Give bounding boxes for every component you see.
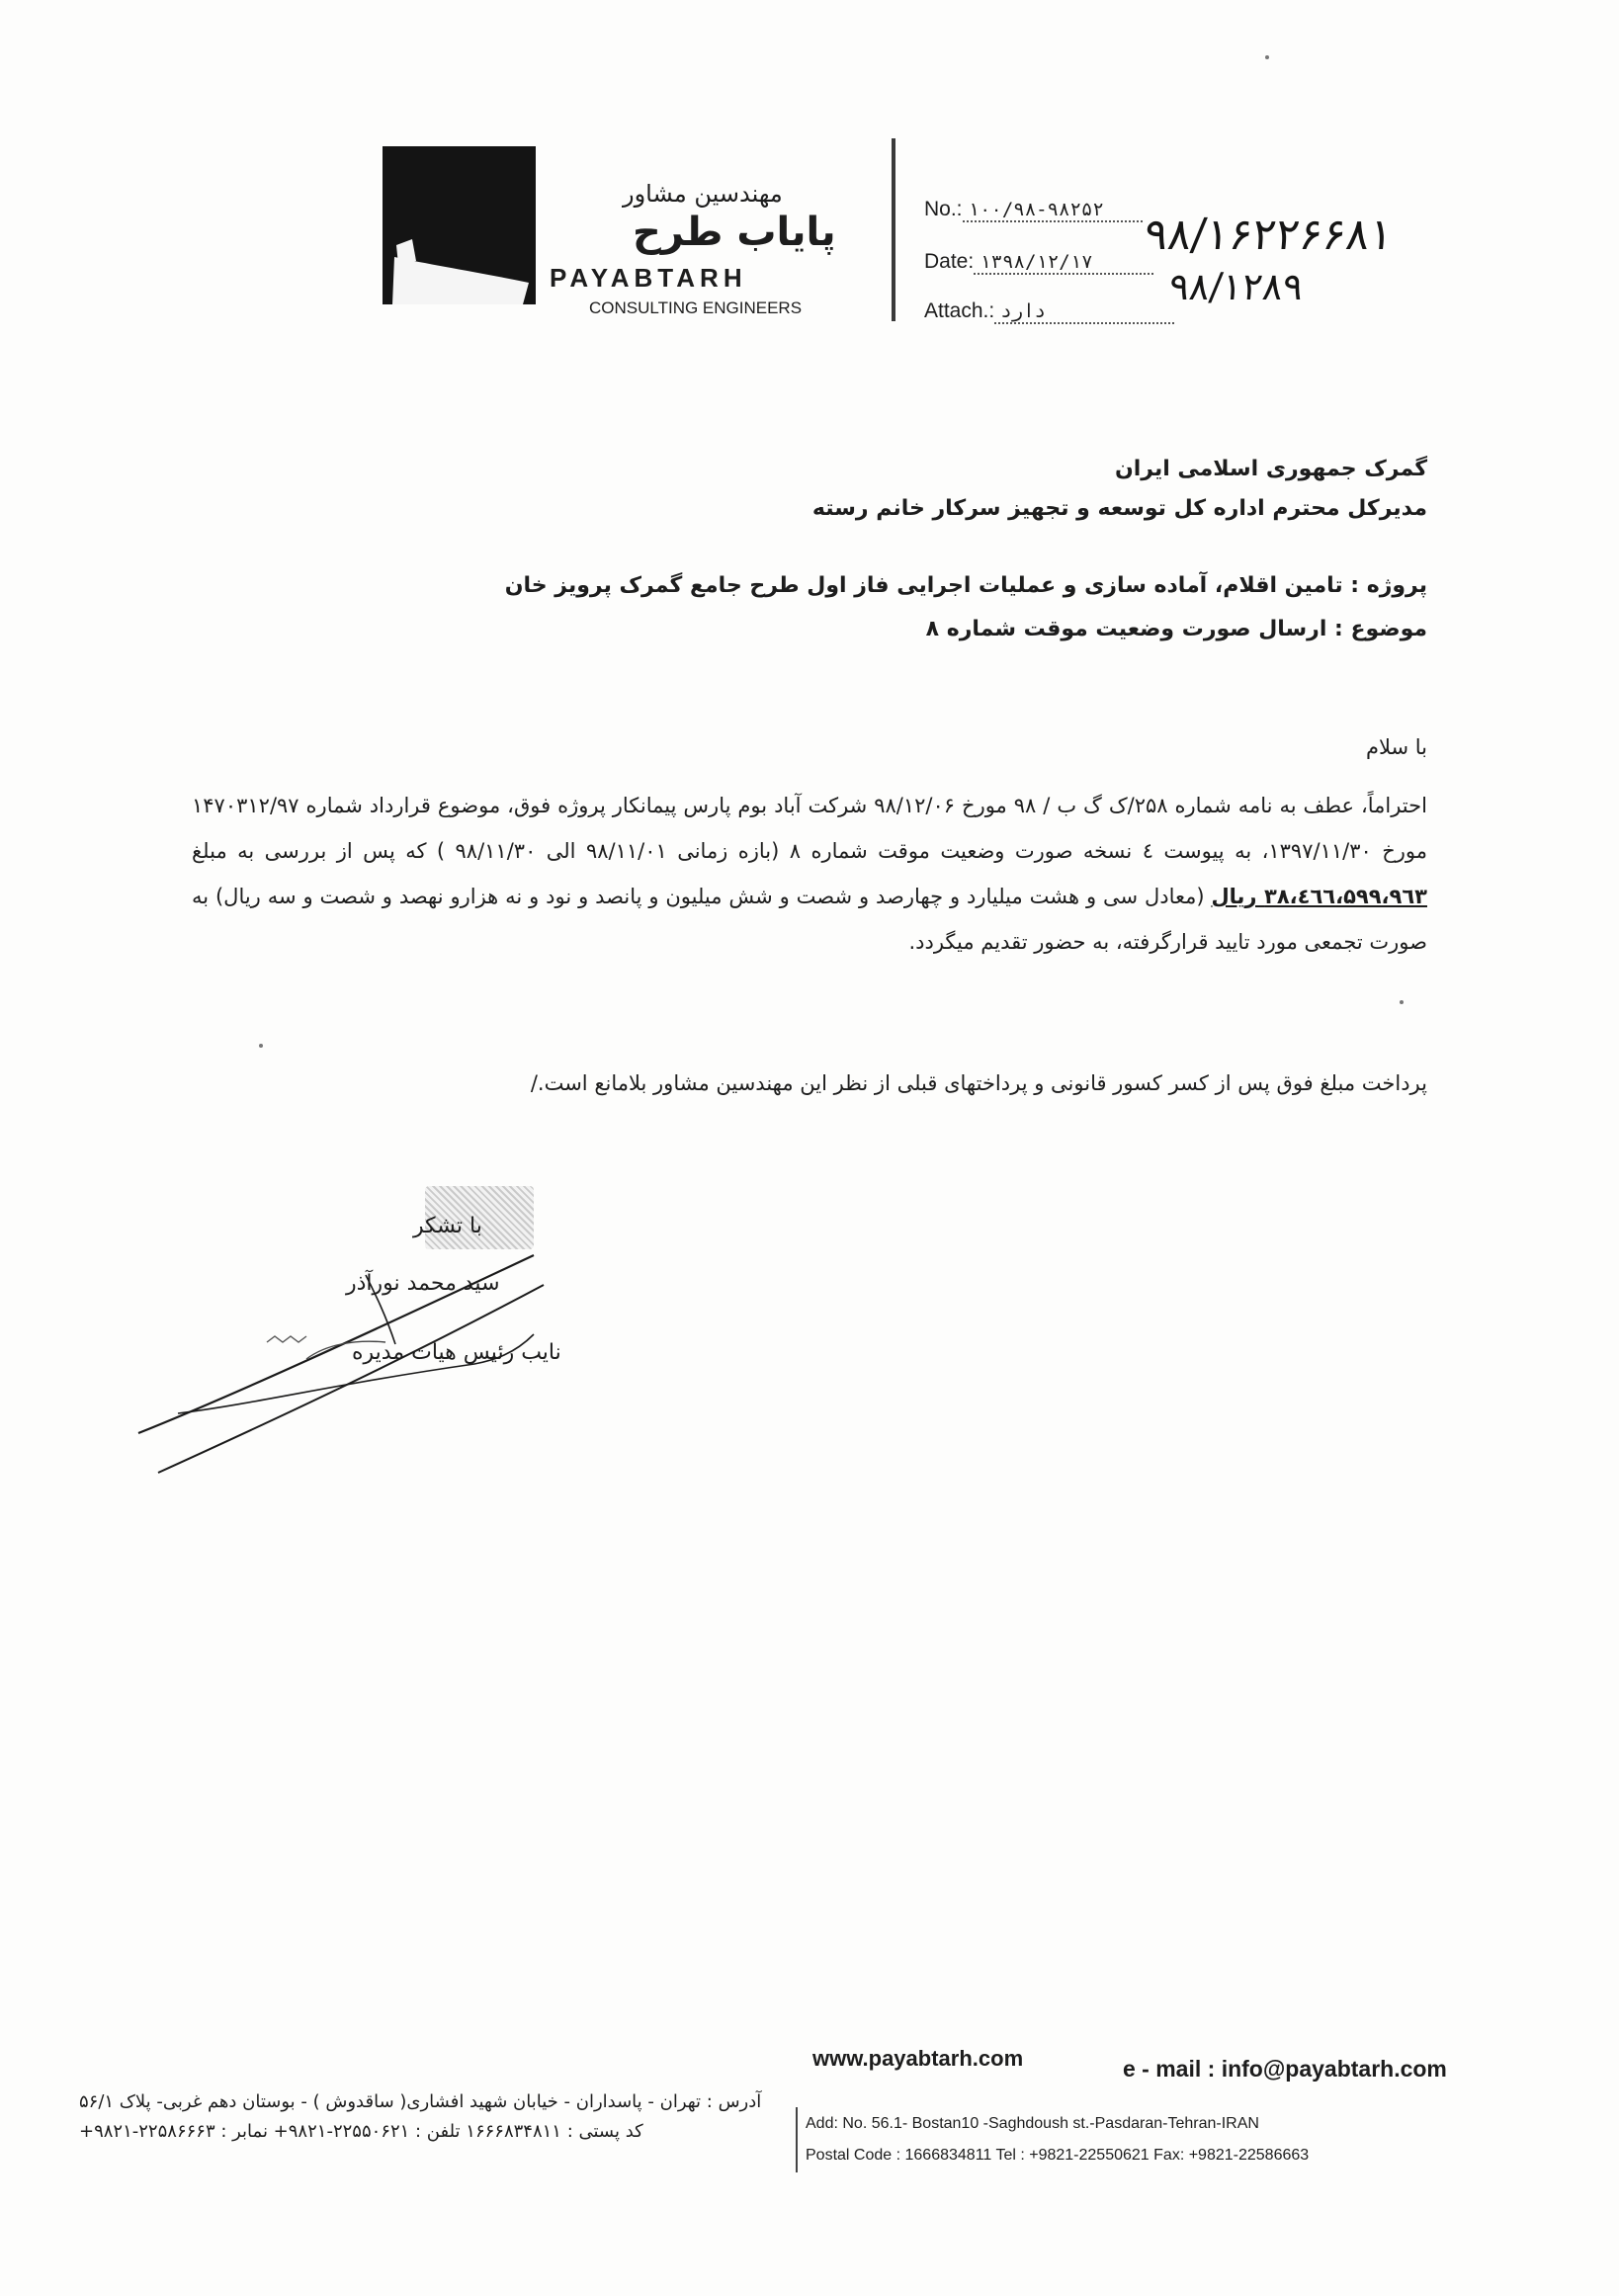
attachment-value: دارد <box>994 300 1174 324</box>
logo-persian-name: پایاب طرح <box>633 210 836 255</box>
approved-amount: ۳۸،٤٦٦،۵۹۹،۹٦۳ ریال <box>1211 885 1427 908</box>
footer-english-contact: Postal Code : 1666834811 Tel : +9821-22550621 Fax: +9821-22586663 <box>806 2147 1310 2164</box>
signatory-title: نایب رئیس هیات مدیره <box>352 1340 561 1365</box>
date-row <box>924 250 1153 275</box>
company-logo-mark <box>383 146 536 304</box>
attachment-label: Attach.: <box>924 299 995 322</box>
date-label: Date: <box>924 250 975 273</box>
greeting: با سلام <box>1365 735 1427 759</box>
handwritten-signature-icon <box>119 1216 593 1492</box>
scan-speck <box>1400 1000 1404 1004</box>
date-value: ۱۳۹۸/۱۲/۱۷ <box>974 251 1153 275</box>
logo-persian-subtitle: مهندسین مشاور <box>623 180 783 208</box>
email-link: e - mail : info@payabtarh.com <box>1123 2056 1447 2082</box>
signature-closing: با تشکر <box>413 1214 482 1238</box>
logo-swoosh-icon <box>383 146 536 304</box>
reference-number-label: No.: <box>924 198 963 220</box>
attachment-row <box>924 299 1174 324</box>
signatory-name: سید محمد نورآذر <box>346 1271 500 1296</box>
footer-english-address: Add: No. 56.1- Bostan10 -Saghdoush st.-Pasdaran-Tehran-IRAN <box>806 2115 1259 2132</box>
addressee-recipient: مدیرکل محترم اداره کل توسعه و تجهیز سرکار خانم رسته <box>811 496 1427 521</box>
footer-persian-address: آدرس : تهران - پاسداران - خیابان شهید افشاری( ساقدوش ) - بوستان دهم غربی- پلاک ۵۶/۱ <box>79 2091 762 2112</box>
project-line: پروژه : تامین اقلام، آماده سازی و عملیات اجرایی فاز اول طرح جامع گمرک پرویز خان <box>504 573 1427 598</box>
header-divider <box>892 138 895 321</box>
logo-english-subtitle: CONSULTING ENGINEERS <box>589 298 803 317</box>
reference-number-value: ۱۰۰/۹۸-۹۸۲۵۲ <box>963 199 1143 222</box>
footer-persian-contact: کد پستی : ۱۶۶۶۸۳۴۸۱۱ تلفن : ۲۲۵۵۰۶۲۱-۹۸۲۱+ نمابر : ۲۲۵۸۶۶۶۳-۹۸۲۱+ <box>79 2121 643 2142</box>
handwritten-registration-date: ۹۸/۱۲۸۹ <box>1166 265 1306 308</box>
main-paragraph <box>192 783 1427 965</box>
subject-line: موضوع : ارسال صورت وضعیت موقت شماره ۸ <box>925 617 1427 641</box>
reference-number-row <box>924 198 1143 222</box>
main-paragraph-part1: احتراماً، عطف به نامه شماره ۲۵۸/ک گ ب / ۹۸ مورخ ۹۸/۱۲/۰۶ شرکت آباد بوم پارس پیمانکار پروژه فوق، موضوع قرارداد شماره ۱۴۷۰۳۱۲/۹۷ مورخ ۱۳۹۷/۱۱/۳۰، به پیوست ٤ نسخه صورت وضعیت موقت شماره ۸ (بازه زمانی ۹۸/۱۱/۰۱ الی ۹۸/۱۱/۳۰ ) که پس از بررسی به مبلغ <box>192 794 1427 863</box>
website-link: www.payabtarh.com <box>812 2046 1024 2071</box>
scan-speck <box>259 1044 263 1048</box>
handwritten-registration-number: ۹۸/۱۶۲۲۶۶۸۱ <box>1142 210 1396 260</box>
addressee-organization: گمرک جمهوری اسلامی ایران <box>1114 457 1427 481</box>
main-paragraph-part2: (معادل سی و هشت میلیارد و چهارصد و شصت و شش میلیون و پانصد و نود و نه هزارو نهصد و شصت و سه ریال) به صورت تجمعی مورد تایید قرارگرفته، به حضور تقدیم میگردد. <box>192 885 1427 954</box>
logo-english-name: PAYABTARH <box>550 263 747 293</box>
scan-speck <box>1265 55 1269 59</box>
payment-paragraph: پرداخت مبلغ فوق پس از کسر کسور قانونی و پرداختهای قبلی از نظر این مهندسین مشاور بلامانع است./ <box>530 1071 1427 1095</box>
footer-divider <box>796 2107 798 2172</box>
